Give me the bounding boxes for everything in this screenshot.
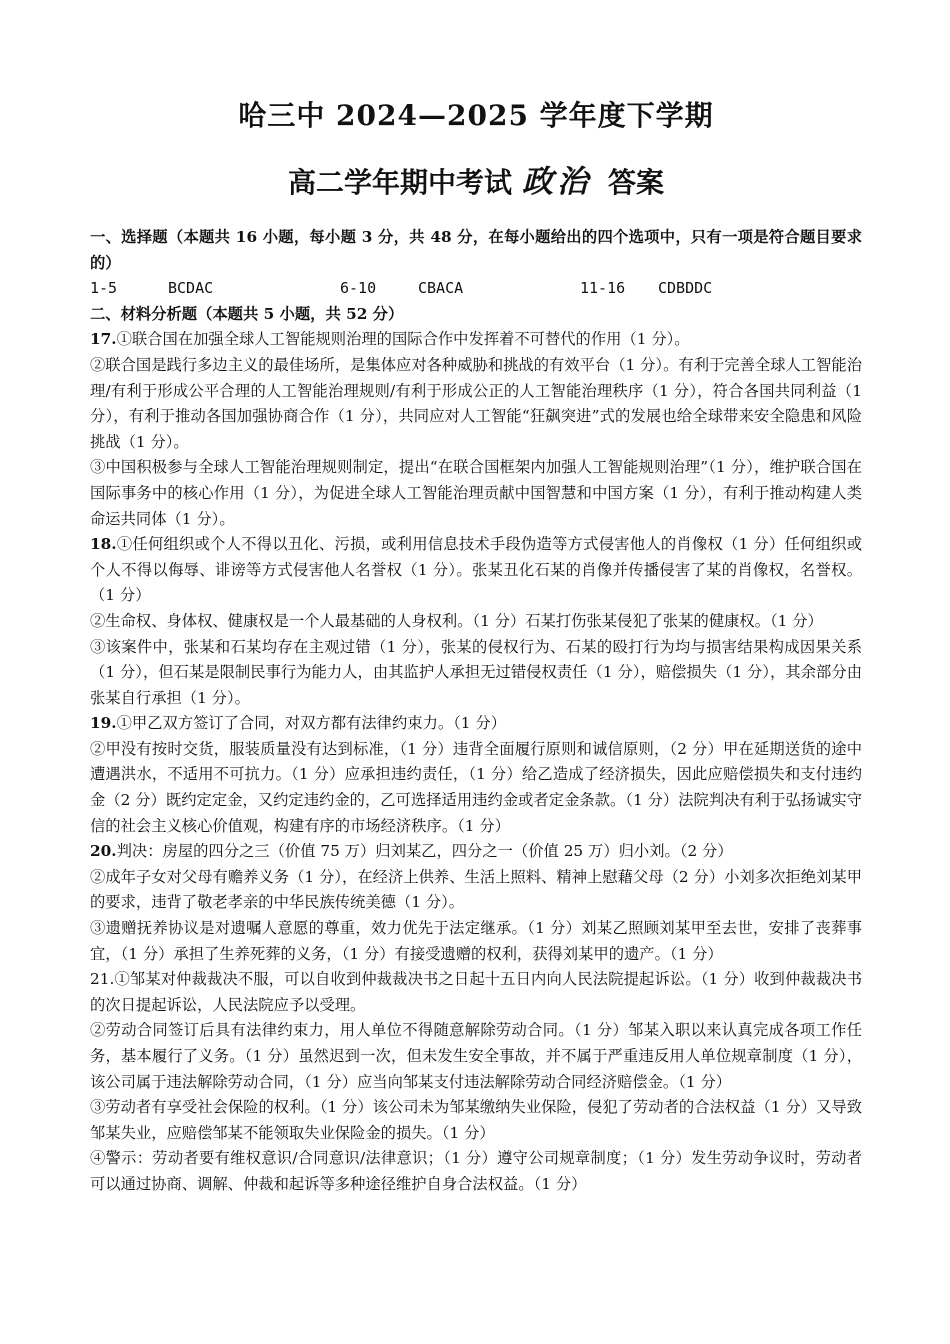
answer-text: ①联合国在加强全球人工智能规则治理的国际合作中发挥着不可替代的作用（1 分）。 xyxy=(116,330,690,349)
answer-content xyxy=(90,225,862,1198)
section1-heading: 一、选择题（本题共 16 小题，每小题 3 分，共 48 分，在每小题给出的四个选项中，只有一项是符合题目要求的） xyxy=(90,228,862,272)
answer-value: BCDAC xyxy=(168,279,214,298)
q20-paragraph-2: ②成年子女对父母有赡养义务（1 分），在经济上供养、生活上照料、精神上慰藉父母（2 分）小刘多次拒绝刘某甲的要求，违背了敬老孝亲的中华民族传统美德（1 分）。 xyxy=(90,867,862,912)
q18-paragraph-1 xyxy=(90,532,862,609)
answer-text: ①任何组织或个人不得以丑化、污损，或利用信息技术手段伪造等方式侵害他人的肖像权（1 分）任何组织或个人不得以侮辱、诽谤等方式侵害他人名誉权（1 分）。张某丑化石某的肖像并传播侵害了某的肖像权，名誉权。（1 分） xyxy=(90,535,862,605)
answer-range: 11-16 xyxy=(580,279,626,298)
section2-heading: 二、材料分析题（本题共 5 小题，共 52 分） xyxy=(90,304,404,323)
answer-text: ①甲乙双方签订了合同，对双方都有法律约束力。（1 分） xyxy=(116,714,506,733)
q18-paragraph-2: ②生命权、身体权、健康权是一个人最基础的人身权利。（1 分）石某打伤张某侵犯了张某的健康权。（1 分） xyxy=(90,611,823,630)
q17-paragraph-3: ③中国积极参与全球人工智能治理规则制定，提出“在联合国框架内加强人工智能规则治理”（1 分），维护联合国在国际事务中的核心作用（1 分），为促进全球人工智能治理贡献中国智慧和中国方案（1 分），有利于推动构建人类命运共同体（1 分）。 xyxy=(90,458,862,528)
q20-paragraph-3: ③遗赠抚养协议是对遗嘱人意愿的尊重，效力优先于法定继承。（1 分）刘某乙照顾刘某甲至去世，安排了丧葬事宜，（1 分）承担了生养死葬的义务，（1 分）有接受遗赠的权利，获得刘某甲的遗产。（1 分） xyxy=(90,919,862,963)
choice-answers-row xyxy=(90,276,862,302)
question-number: 18. xyxy=(90,535,117,554)
answer-group-2 xyxy=(340,276,580,302)
subject-name: 政治 xyxy=(522,164,592,200)
answer-range: 6-10 xyxy=(340,279,377,298)
question-number: 21. xyxy=(90,970,115,989)
q17-paragraph-2: ②联合国是践行多边主义的最佳场所，是集体应对各种威胁和挑战的有效平台（1 分）。有利于完善全球人工智能治理/有利于形成公平合理的人工智能治理规则/有利于形成公正的人工智能治理秩序（1 分），符合各国共同利益（1 分），有利于推动各国加强协商合作（1 分），共同应对人工智能“狂飙突进”式的发展也给全球带来安全隐患和风险挑战（1 分）。 xyxy=(90,355,862,451)
answer-value: CBACA xyxy=(418,279,464,298)
document-subtitle xyxy=(90,162,862,203)
q21-paragraph-3: ③劳动者有享受社会保险的权利。（1 分）该公司未为邹某缴纳失业保险，侵犯了劳动者的合法权益（1 分）又导致邹某失业，应赔偿邹某不能领取失业保险金的损失。（1 分） xyxy=(90,1098,862,1142)
document-title: 哈三中 2024—2025 学年度下学期 xyxy=(238,99,714,132)
q21-paragraph-1 xyxy=(90,967,862,1018)
q20-paragraph-1 xyxy=(90,839,862,865)
answer-range: 1-5 xyxy=(90,279,118,298)
answer-text: 判决：房屋的四分之三（价值 75 万）归刘某乙，四分之一（价值 25 万）归小刘。（2 分） xyxy=(116,842,733,861)
subtitle-suffix: 答案 xyxy=(608,166,665,199)
question-number: 19. xyxy=(90,714,117,733)
answer-value: CDBDDC xyxy=(658,279,713,298)
answer-group-1 xyxy=(90,276,340,302)
subtitle-prefix: 高二学年期中考试 xyxy=(287,166,512,199)
q17-paragraph-1 xyxy=(90,327,862,353)
q21-paragraph-4: ④警示：劳动者要有维权意识/合同意识/法律意识；（1 分）遵守公司规章制度；（1 分）发生劳动争议时，劳动者可以通过协商、调解、仲裁和起诉等多种途径维护自身合法权益。（1 分） xyxy=(90,1149,862,1193)
answer-text: ①邹某对仲裁裁决不服，可以自收到仲裁裁决书之日起十五日内向人民法院提起诉讼。（1 分）收到仲裁裁决书的次日提起诉讼，人民法院应予以受理。 xyxy=(90,970,862,1014)
question-number: 20. xyxy=(90,842,117,861)
q19-paragraph-2: ②甲没有按时交货，服装质量没有达到标准，（1 分）违背全面履行原则和诚信原则，（2 分）甲在延期送货的途中遭遇洪水，不适用不可抗力。（1 分）应承担违约责任，（1 分）给乙造成了经济损失，因此应赔偿损失和支付违约金（2 分）既约定定金，又约定违约金的，乙可选择适用违约金或者定金条款。（1 分）法院判决有利于弘扬诚实守信的社会主义核心价值观，构建有序的市场经济秩序。（1 分） xyxy=(90,739,862,835)
q19-paragraph-1 xyxy=(90,711,862,737)
q18-paragraph-3: ③该案件中，张某和石某均存在主观过错（1 分），张某的侵权行为、石某的殴打行为均与损害结果构成因果关系（1 分），但石某是限制民事行为能力人，由其监护人承担无过错侵权责任（1 分），赔偿损失（1 分），其余部分由张某自行承担（1 分）。 xyxy=(90,637,862,707)
question-number: 17. xyxy=(90,330,117,349)
q21-paragraph-2: ②劳动合同签订后具有法律约束力，用人单位不得随意解除劳动合同。（1 分）邹某入职以来认真完成各项工作任务，基本履行了义务。（1 分）虽然迟到一次，但未发生安全事故，并不属于严重违反用人单位规章制度（1 分），该公司属于违法解除劳动合同，（1 分）应当向邹某支付违法解除劳动合同经济赔偿金。（1 分） xyxy=(90,1021,862,1091)
answer-group-3 xyxy=(580,276,712,302)
